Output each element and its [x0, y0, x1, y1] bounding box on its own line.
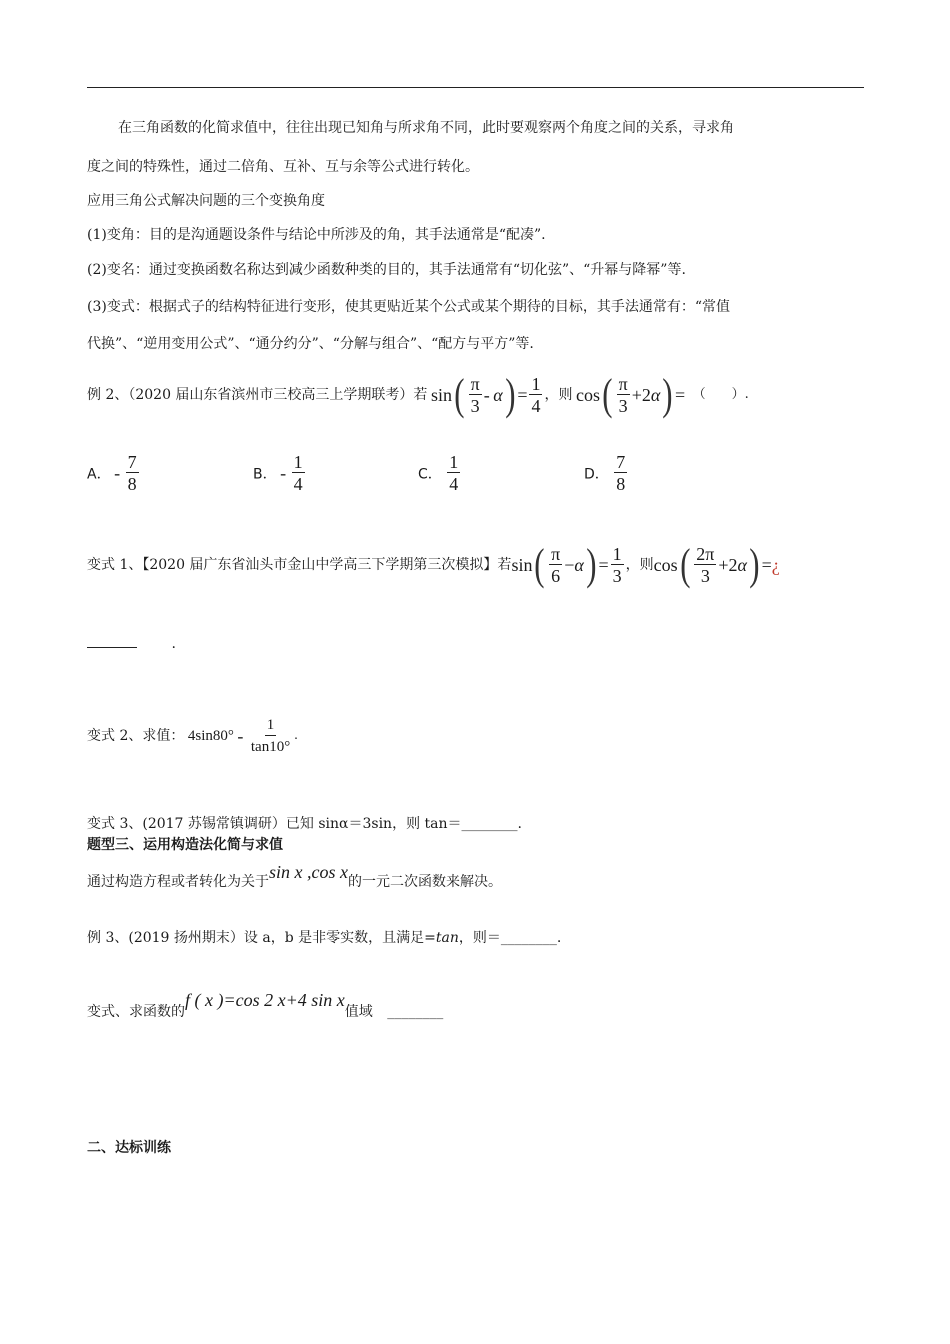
- right-paren-2: ): [749, 540, 760, 589]
- option-fraction: $\frac{7}{8}$: [127, 452, 137, 494]
- variant-3: 变式 3、(2017 苏锡常镇调研）已知 sinα＝3sin，则 tan＝________.: [87, 816, 522, 832]
- desc-pre: 通过构造方程或者转化为关于: [87, 874, 269, 890]
- example-2: [87, 372, 749, 418]
- variant-1-prefix: 变式 1、【2020 届广东省汕头市金山中学高三下学期第三次模拟】若: [87, 557, 512, 573]
- equals-sign-2: =: [674, 385, 686, 405]
- cos-fn: cos: [575, 385, 600, 405]
- intro-item-3b: 代换”、“逆用变用公式”、“通分约分”、“分解与组合”、“配方与平方”等.: [87, 336, 534, 352]
- intro-item-2: (2)变名：通过变换函数名称达到减少函数种类的目的，其手法通常有“切化弦”、“升幂与降幂”等.: [87, 262, 686, 278]
- option-label: A．: [87, 466, 111, 483]
- left-paren: (: [534, 540, 545, 589]
- header-rule: [87, 87, 864, 88]
- example-3: [87, 928, 561, 948]
- two-pi-over-3: $\frac{2\pi}{3}$: [696, 543, 715, 586]
- option-label: C．: [418, 466, 442, 483]
- cos-fn: cos: [653, 555, 678, 575]
- period: .: [171, 636, 176, 652]
- variant-2: [87, 714, 298, 758]
- plus-two: +2: [631, 385, 651, 405]
- variant-4-prefix: 变式、求函数的: [87, 1004, 185, 1020]
- alpha-symbol: α: [493, 385, 503, 405]
- left-paren-2: (: [602, 370, 613, 419]
- range-text: 值域: [344, 1004, 373, 1020]
- answer-blank[interactable]: ________: [387, 1004, 444, 1020]
- variant-1-answer-line: [87, 634, 176, 654]
- plus-two: +2: [718, 555, 738, 575]
- pi-over-3: $\frac{\pi}{3}$: [470, 373, 480, 416]
- pi-over-6: $\frac{\pi}{6}$: [551, 543, 561, 586]
- option-c[interactable]: [418, 452, 462, 495]
- then-text: ，则: [544, 387, 573, 403]
- option-fraction: $\frac{7}{8}$: [616, 452, 626, 494]
- variant-2-prefix: 变式 2、求值：: [87, 728, 185, 744]
- one-third: $\frac{1}{3}$: [612, 543, 622, 586]
- option-a[interactable]: [87, 452, 141, 495]
- alpha-symbol-2: α: [737, 555, 747, 575]
- option-label: B．: [253, 466, 277, 483]
- alpha-symbol-2: α: [650, 385, 661, 405]
- answer-placeholder: ¿: [771, 555, 780, 575]
- function-expression: f ( x )=cos 2 x+4 sin x: [185, 990, 345, 1010]
- option-d[interactable]: [584, 452, 629, 495]
- desc-post: 的一元二次函数来解决。: [347, 874, 502, 890]
- section-title-type3: 题型三、运用构造法化简与求值: [87, 837, 283, 853]
- example-3-pre: 例 3、(2019 扬州期末）设 a，b 是非零实数，且满足=: [87, 930, 436, 946]
- option-label: D．: [584, 466, 609, 483]
- minus-sign: -: [483, 385, 490, 405]
- right-paren: ): [586, 540, 597, 589]
- example-2-prefix: 例 2、（2020 届山东省滨州市三校高三上学期联考）若: [87, 387, 428, 403]
- one-quarter: $\frac{1}{4}$: [531, 373, 541, 416]
- option-fraction: $\frac{1}{4}$: [449, 452, 459, 494]
- pi-over-3-b: $\frac{\pi}{3}$: [618, 373, 628, 416]
- sin-fn: sin: [430, 385, 452, 405]
- minus-sign: −: [564, 555, 575, 575]
- intro-item-1: (1)变角：目的是沟通题设条件与结论中所涉及的角，其手法通常是“配凑”.: [87, 227, 546, 243]
- four-sin-80: 4sin80°: [187, 728, 234, 744]
- intro-item-3a: (3)变式：根据式子的结构特征进行变形，使其更贴近某个公式或某个期待的目标，其手法通常有：“常值: [87, 299, 730, 315]
- example-3-post: ，则＝________.: [458, 930, 562, 946]
- option-fraction: $\frac{1}{4}$: [293, 452, 303, 494]
- left-paren: (: [454, 370, 465, 419]
- option-sign: -: [114, 463, 121, 483]
- intro-line-3: 应用三角公式解决问题的三个变换角度: [87, 193, 325, 209]
- tan-text: tan: [435, 930, 459, 946]
- alpha-symbol: α: [574, 555, 584, 575]
- right-paren: ): [504, 370, 516, 419]
- type3-description: [87, 862, 502, 904]
- left-paren-2: (: [679, 540, 691, 589]
- variant-4: [87, 990, 444, 1036]
- intro-line-1: 在三角函数的化简求值中，往往出现已知角与所求角不同，此时要观察两个角度之间的关系，寻求角: [118, 120, 734, 136]
- equals-sign: =: [517, 385, 528, 405]
- variant-1: [87, 542, 780, 588]
- right-paren-2: ): [662, 370, 673, 419]
- answer-blank[interactable]: [87, 647, 137, 648]
- sin-cos-x: sin x ,cos x: [269, 862, 348, 882]
- answer-blank: （ ）.: [692, 387, 749, 402]
- equals-sign-2: =: [761, 555, 772, 575]
- intro-line-2: 度之间的特殊性，通过二倍角、互补、互与余等公式进行转化。: [87, 159, 479, 175]
- sin-fn: sin: [511, 555, 533, 575]
- option-b[interactable]: [253, 452, 307, 495]
- then-text: ，则: [625, 557, 654, 573]
- one-over-tan10: $\frac{1}{\tan 10^\circ}$: [250, 716, 291, 755]
- equals-sign: =: [598, 555, 609, 575]
- section-title-2: 二、达标训练: [87, 1140, 171, 1156]
- minus-sign: -: [237, 726, 244, 746]
- period: .: [294, 728, 298, 743]
- option-sign: -: [280, 463, 287, 483]
